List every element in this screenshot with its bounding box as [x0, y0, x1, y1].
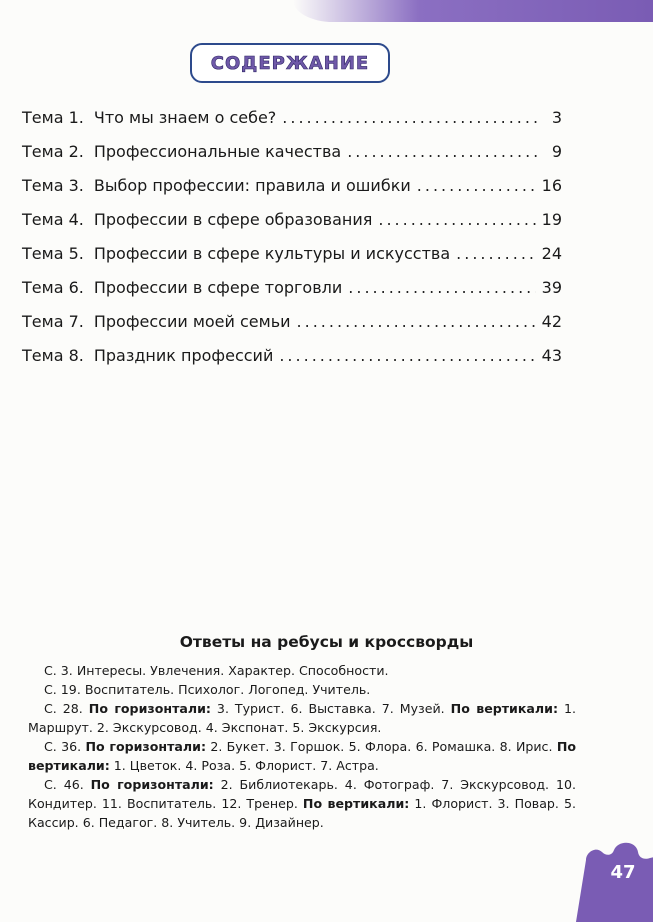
toc-page-number: 16: [541, 176, 562, 195]
across-answers: 2. Букет. 3. Горшок. 5. Флора. 6. Ромашка. 8. Ирис.: [206, 739, 557, 754]
down-answers: 1. Маршрут. 2. Экскурсовод. 4. Экспонат. 5. Экскурсия.: [28, 701, 576, 735]
toc-topic-number: Тема 2.: [22, 142, 84, 161]
toc-dot-leader: [456, 244, 535, 263]
toc-topic-title: Профессиональные качества: [93, 142, 342, 161]
down-label: По вертикали:: [302, 796, 410, 811]
toc-item-7[interactable]: [22, 312, 562, 346]
answers-heading: Ответы на ребусы и кроссворды: [179, 633, 474, 651]
toc-dot-leader: [378, 210, 535, 229]
toc-item-3[interactable]: [22, 176, 562, 210]
down-answers: 1. Цветок. 4. Роза. 5. Флорист. 7. Астра.: [109, 758, 379, 773]
toc-page-number: 19: [541, 210, 562, 229]
toc-topic-number: Тема 1.: [22, 108, 84, 127]
across-label: По горизонтали:: [90, 777, 214, 792]
toc-dot-leader: [279, 346, 535, 365]
toc-item-5[interactable]: [22, 244, 562, 278]
across-answers: 2. Библиотекарь. 4. Фотограф. 7. Экскурсовод. 10. Кондитер. 11. Воспитатель. 12. Тренер.: [28, 777, 576, 811]
across-label: По горизонтали:: [85, 739, 206, 754]
toc-item-6[interactable]: [22, 278, 562, 312]
toc-topic-title: Профессии в сфере культуры и искусства: [93, 244, 451, 263]
toc-topic-number: Тема 4.: [22, 210, 84, 229]
answer-paragraph-p46: [28, 775, 576, 832]
toc-item-4[interactable]: [22, 210, 562, 244]
toc-page-number: 42: [541, 312, 562, 331]
answer-paragraph-p3: С. 3. Интересы. Увлечения. Характер. Способности.: [44, 663, 389, 678]
toc-page-number: 39: [541, 278, 562, 297]
page-number: 47: [610, 862, 636, 883]
down-label: По вертикали:: [28, 739, 577, 773]
across-answers: 3. Турист. 6. Выставка. 7. Музей.: [210, 701, 451, 716]
answer-paragraph-p19: С. 19. Воспитатель. Психолог. Логопед. Учитель.: [44, 682, 371, 697]
toc-page-number: 43: [541, 346, 562, 365]
toc-dot-leader: [417, 176, 536, 195]
toc-dot-leader: [282, 108, 542, 127]
toc-topic-number: Тема 7.: [22, 312, 84, 331]
table-of-contents: [22, 108, 562, 380]
toc-dot-leader: [297, 312, 536, 331]
toc-page-number: 9: [551, 142, 562, 161]
toc-item-8[interactable]: [22, 346, 562, 380]
toc-dot-leader: [347, 142, 542, 161]
answers-section: [28, 661, 576, 832]
toc-topic-title: Профессии моей семьи: [93, 312, 291, 331]
toc-topic-title: Выбор профессии: правила и ошибки: [93, 176, 411, 195]
down-answers: 1. Флорист. 3. Повар. 5. Кассир. 6. Педагог. 8. Учитель. 9. Дизайнер.: [28, 796, 577, 830]
answer-paragraph-p28: [28, 699, 576, 737]
toc-topic-number: Тема 5.: [22, 244, 84, 263]
toc-topic-number: Тема 6.: [22, 278, 84, 297]
answer-page-ref: С. 46.: [44, 777, 91, 792]
toc-topic-title: Что мы знаем о себе?: [93, 108, 277, 127]
toc-topic-number: Тема 3.: [22, 176, 84, 195]
toc-item-2[interactable]: [22, 142, 562, 176]
answer-page-ref: С. 28.: [44, 701, 89, 716]
toc-topic-title: Праздник профессий: [93, 346, 274, 365]
toc-topic-number: Тема 8.: [22, 346, 84, 365]
toc-page-number: 24: [541, 244, 562, 263]
toc-topic-title: Профессии в сфере образования: [93, 210, 373, 229]
top-decorative-band: [293, 0, 653, 22]
toc-page-number: 3: [551, 108, 562, 127]
answer-paragraph-p36: [28, 737, 576, 775]
down-label: По вертикали:: [450, 701, 558, 716]
page-title: СОДЕРЖАНИЕ: [210, 52, 370, 74]
across-label: По горизонтали:: [88, 701, 211, 716]
toc-dot-leader: [348, 278, 535, 297]
contents-title-box: [190, 43, 390, 83]
toc-topic-title: Профессии в сфере торговли: [93, 278, 343, 297]
toc-item-1[interactable]: [22, 108, 562, 142]
answer-page-ref: С. 36.: [44, 739, 86, 754]
